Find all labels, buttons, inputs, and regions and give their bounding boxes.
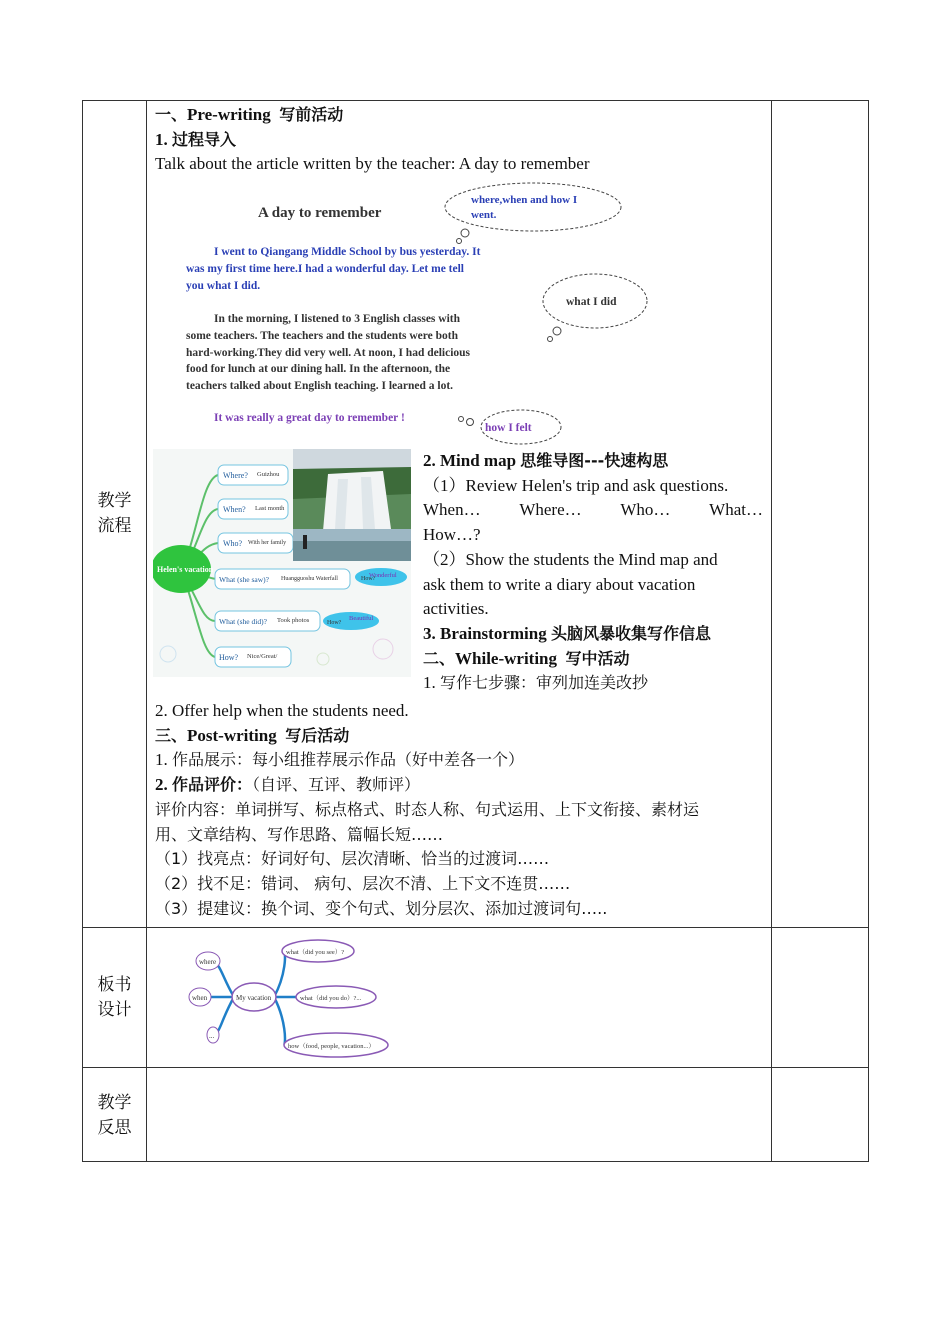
mindmap-line5: ask them to write a diary about vacation <box>423 574 696 594</box>
svg-text:What (she did)?: What (she did)? <box>219 617 267 626</box>
post-step1: 1. 作品展示：每小组推荐展示作品（好中差各一个） <box>155 750 525 770</box>
while-step2: 2. Offer help when the students need. <box>155 701 409 720</box>
mindmap-line6: activities. <box>423 599 489 619</box>
svg-text:food for lunch at our dining h: food for lunch at our dining hall. In the afternoon, the <box>186 363 451 375</box>
board-label: 板书 设计 <box>97 975 132 1020</box>
post-writing-heading: 三、Post-writing 写后活动 <box>155 725 350 745</box>
svg-text:what I did: what I did <box>566 296 617 308</box>
mindmap-questions: When… Where… Who… What… <box>423 500 763 520</box>
svg-text:Huangguoshu Waterfall: Huangguoshu Waterfall <box>281 576 338 582</box>
reflection-label: 教学 反思 <box>97 1093 132 1138</box>
svg-text:went.: went. <box>471 209 497 221</box>
article-image <box>183 181 673 446</box>
helen-mindmap-image <box>153 449 411 677</box>
row-divider <box>83 1067 868 1068</box>
svg-text:Wonderful: Wonderful <box>369 572 397 579</box>
mindmap-node-how <box>215 647 291 667</box>
post-step2: 2. 作品评价：（自评、互评、教师评） <box>155 775 421 795</box>
mindmap-line3: How…? <box>423 525 481 545</box>
pre-writing-section <box>155 103 767 177</box>
svg-text:was my first time here.I had a: was my first time here.I had a wonderful day. Let me tell <box>186 263 464 275</box>
svg-text:Where?: Where? <box>223 471 248 480</box>
svg-text:Beautiful: Beautiful <box>349 615 374 622</box>
svg-text:you what I did.: you what I did. <box>186 280 261 292</box>
eval-line5: （3）提建议：换个词、变个句式、划分层次、添加过渡词句….. <box>155 898 608 918</box>
svg-text:where: where <box>199 958 217 966</box>
post-writing-section <box>155 699 767 921</box>
svg-text:teachers talked about English: teachers talked about English teaching. I learned a lot. <box>186 380 454 392</box>
svg-text:How?: How? <box>219 653 239 662</box>
while-step1: 1. 写作七步骤：审列加连美改抄 <box>423 673 649 693</box>
svg-text:In the morning, I listened to: In the morning, I listened to 3 English classes with <box>214 313 461 325</box>
svg-text:With her family: With her family <box>248 540 287 546</box>
step1-text: Talk about the article written by the teacher: A day to remember <box>155 154 590 174</box>
while-writing-heading: 二、While-writing 写中活动 <box>423 648 630 668</box>
svg-text:...: ... <box>209 1032 215 1040</box>
mindmap-line1: （1）Review Helen's trip and ask questions. <box>423 475 729 495</box>
svg-text:what（did you see）?: what（did you see）? <box>286 949 345 956</box>
row-divider <box>83 927 868 928</box>
svg-text:how I felt: how I felt <box>485 422 532 434</box>
svg-text:when: when <box>192 994 208 1002</box>
column-divider <box>771 101 772 1161</box>
bubble-how-i-felt <box>481 410 561 444</box>
svg-text:what（did you do）?...: what（did you do）?... <box>300 995 362 1002</box>
svg-text:Helen's vacation: Helen's vacation <box>157 565 214 574</box>
svg-text:Took photos: Took photos <box>277 617 310 624</box>
column-divider <box>146 101 147 1161</box>
process-label: 教学 流程 <box>97 491 132 536</box>
article-title: A day to remember <box>258 205 382 221</box>
svg-text:how（food, people, vacation...）: how（food, people, vacation...） <box>288 1043 375 1050</box>
mindmap-node-what-did <box>215 611 379 631</box>
svg-text:My vacation: My vacation <box>236 994 272 1002</box>
svg-text:It was really a great day to r: It was really a great day to remember ! <box>214 412 405 424</box>
brainstorm-heading: 3. Brainstorming 头脑风暴收集写作信息 <box>423 623 711 643</box>
mindmap-node-who <box>218 533 293 553</box>
svg-text:When?: When? <box>223 505 246 514</box>
bubble-where-when-how <box>445 183 621 244</box>
pre-writing-heading: 一、Pre-writing 写前活动 <box>155 105 344 124</box>
mindmap-heading: 2. Mind map 思维导图---快速构思 <box>423 451 669 470</box>
waterfall-photo <box>293 449 411 561</box>
svg-text:where,when and how I: where,when and how I <box>471 194 578 206</box>
eval-line3: （1）找亮点：好词好句、层次清晰、恰当的过渡词…… <box>155 849 550 869</box>
lesson-table <box>82 100 869 1162</box>
eval-line4: （2）找不足：错词、 病句、层次不清、上下文不连贯…… <box>155 873 571 893</box>
svg-text:Last month: Last month <box>255 505 285 512</box>
mindmap-section <box>423 449 763 696</box>
bubble-what-i-did <box>543 274 647 342</box>
eval-line1: 评价内容：单词拼写、标点格式、时态人称、句式运用、上下文衔接、素材运 <box>155 799 700 819</box>
mindmap-node-what-saw <box>215 568 407 589</box>
mindmap-node-where <box>218 465 288 485</box>
svg-text:Guizhou: Guizhou <box>257 471 280 478</box>
svg-text:What (she saw)?: What (she saw)? <box>219 575 269 584</box>
mindmap-line4: （2）Show the students the Mind map and <box>423 549 718 569</box>
board-mindmap <box>186 935 396 1061</box>
svg-text:some teachers. The teachers an: some teachers. The teachers and the students were both <box>186 330 459 342</box>
svg-text:Who?: Who? <box>223 539 243 548</box>
mindmap-node-when <box>218 499 288 519</box>
svg-text:I went to Qiangang Middle Scho: I went to Qiangang Middle School by bus yesterday. It <box>214 246 481 258</box>
svg-text:Nice/Great/: Nice/Great/ <box>247 653 278 660</box>
step1-heading: 1. 过程导入 <box>155 129 237 149</box>
svg-text:How?: How? <box>327 620 342 626</box>
eval-line2: 用、文章结构、写作思路、篇幅长短…… <box>155 824 444 844</box>
svg-text:hard-working.They did very wel: hard-working.They did very well. At noon, I had delicious <box>186 347 471 359</box>
svg-text:How?: How? <box>361 576 376 582</box>
